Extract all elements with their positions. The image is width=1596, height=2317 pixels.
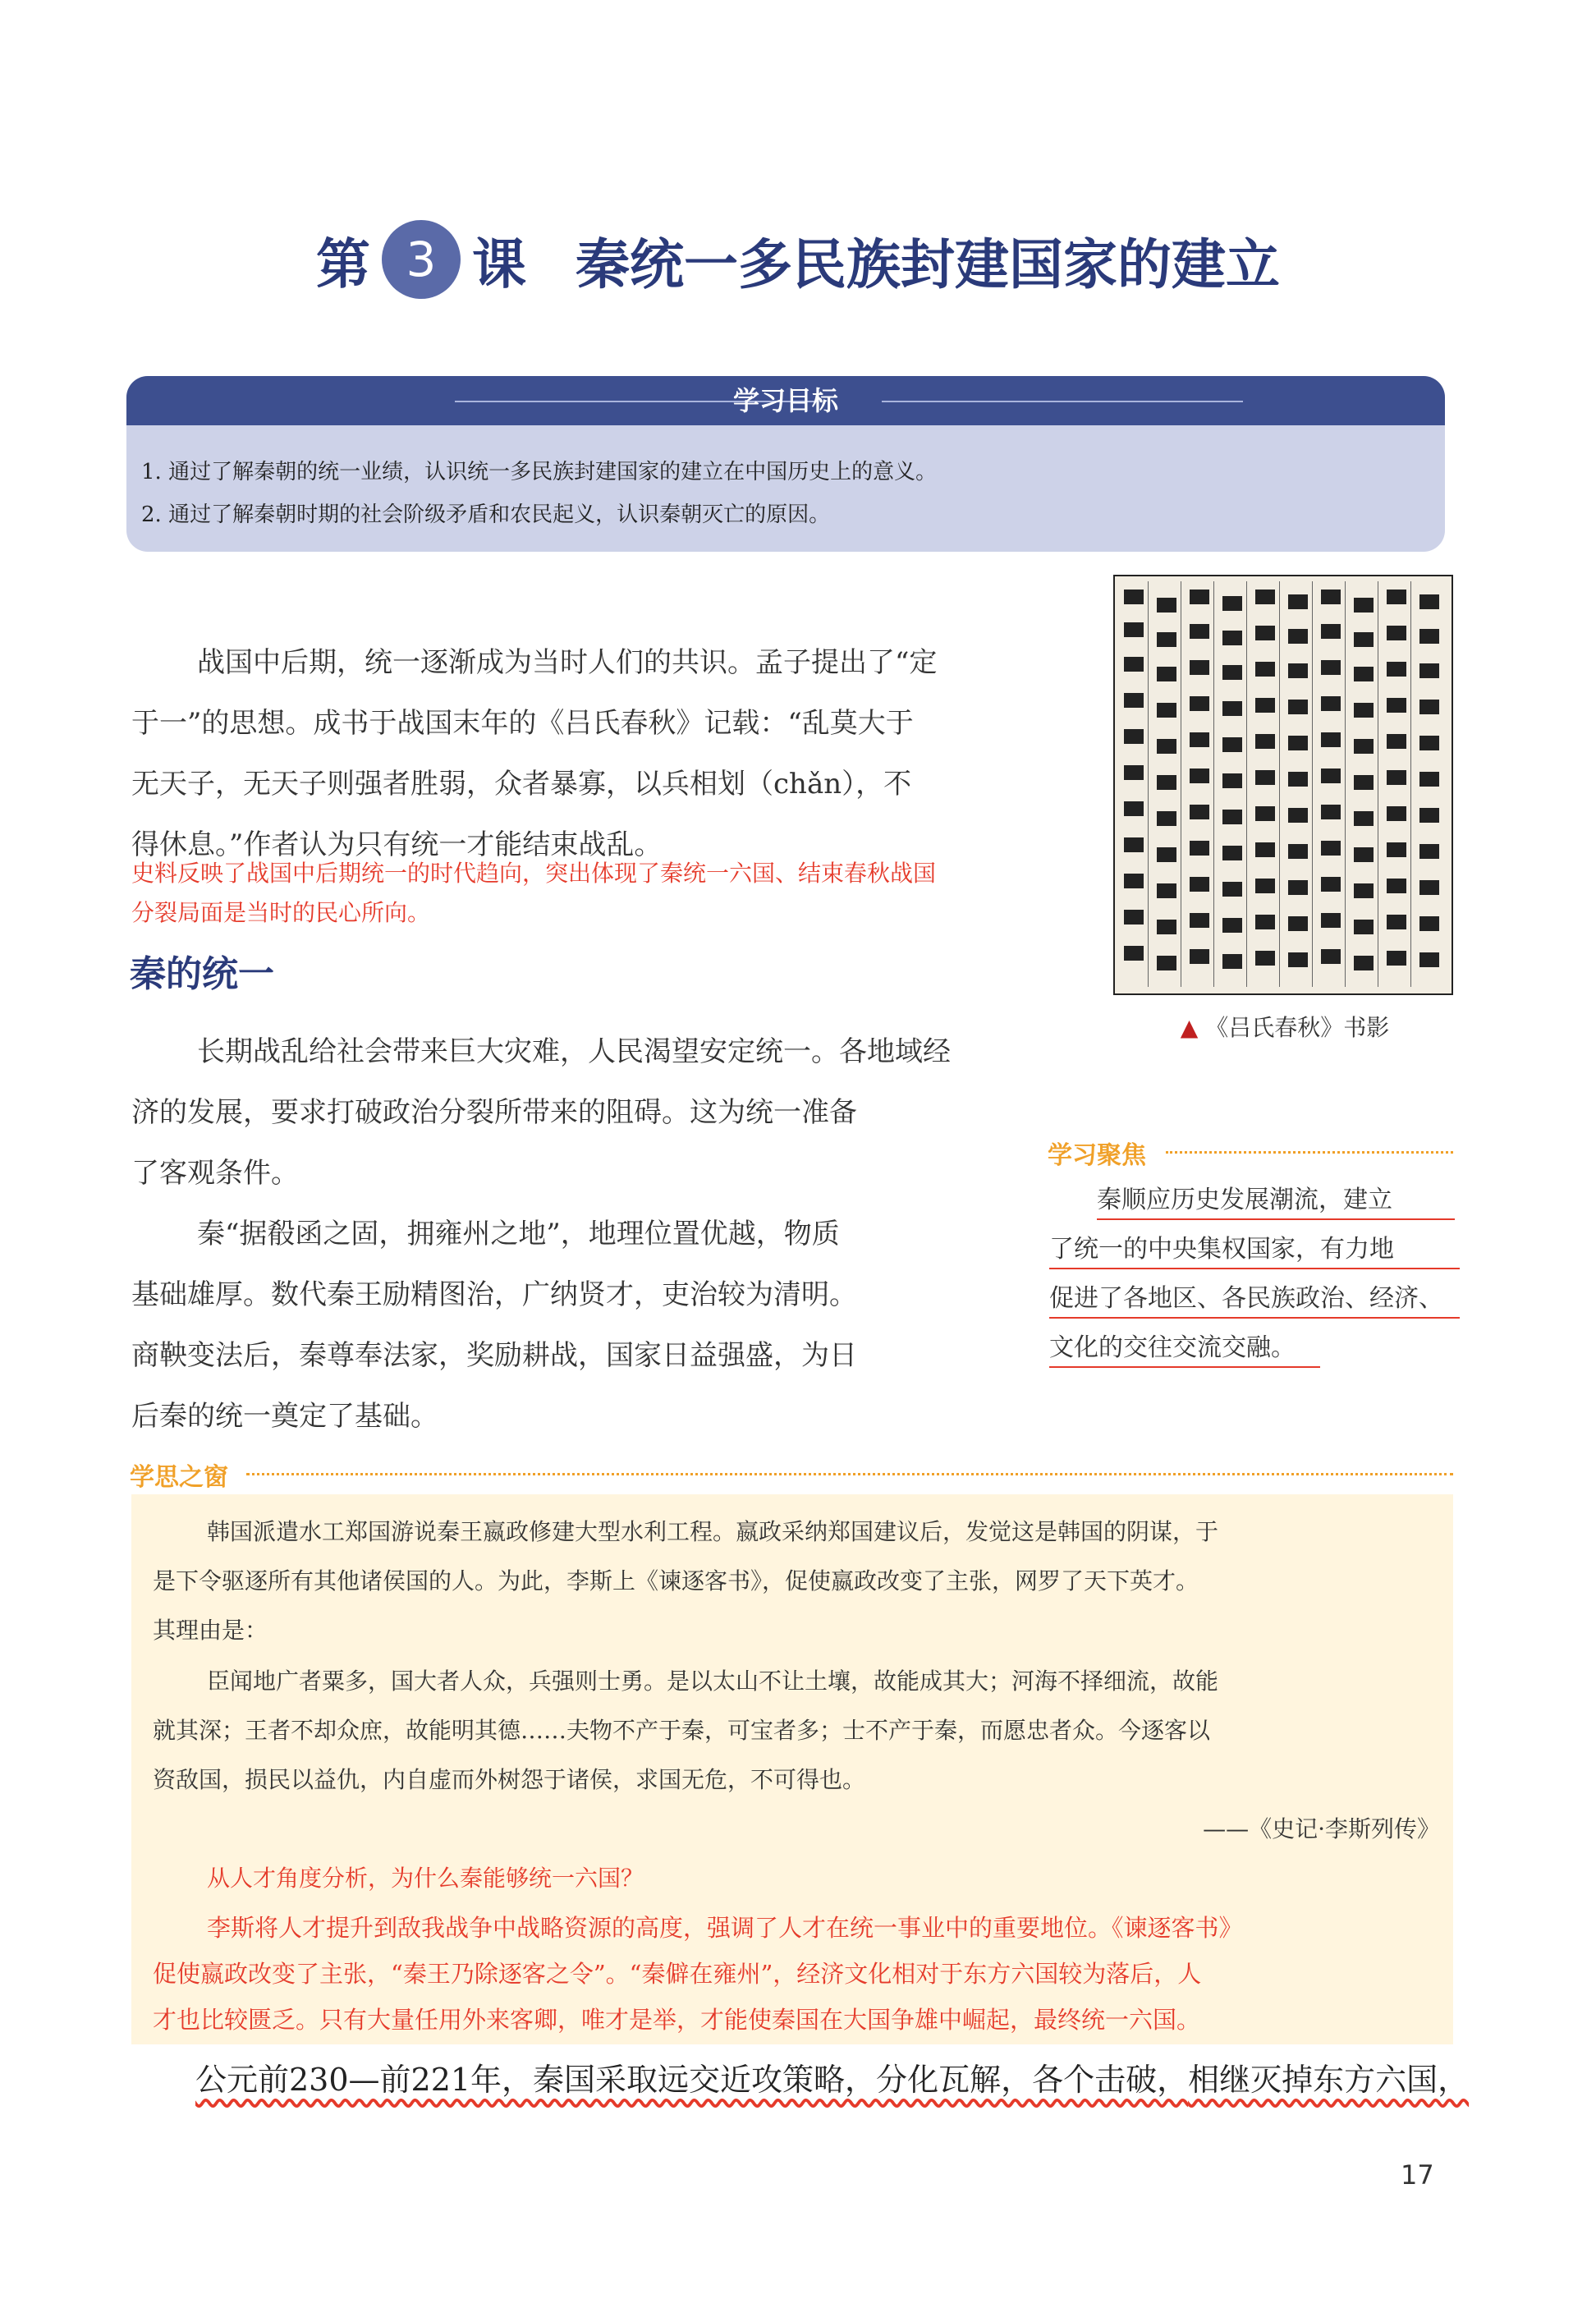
book-image-caption [1117,1010,1453,1043]
focus-line: 秦顺应历史发展潮流，建立 [1097,1179,1455,1220]
intro-line: 于一”的思想。成书于战国末年的《吕氏春秋》记载：“乱莫大于 [131,707,914,740]
thinking-intro-line: 韩国派遣水工郑国游说秦王嬴政修建大型水利工程。嬴政采纳郑国建议后，发觉这是韩国的阴谋，于 [207,1518,1219,1545]
thinking-window-label: 学思之窗 [130,1463,228,1492]
thinking-intro-line: 是下令驱逐所有其他诸侯国的人。为此，李斯上《谏逐客书》，促使嬴政改变了主张，网罗了天下英才。 [153,1567,1199,1594]
section-para1-line: 了客观条件。 [131,1157,299,1190]
section-para2-line: 后秦的统一奠定了基础。 [131,1400,438,1433]
thinking-quote-line: 就其深；王者不却众庶，故能明其德……夫物不产于秦，可宝者多；士不产于秦，而愿忠者众。今逐客以 [153,1717,1211,1744]
thinking-window-box [131,1494,1453,2044]
thinking-answer-line: 才也比较匮乏。只有大量任用外来客卿，唯才是举，才能使秦国在大国争雄中崛起，最终统一六国。 [153,2006,1201,2034]
section-para1-line: 长期战乱给社会带来巨大灾难，人民渴望安定统一。各地域经 [197,1035,951,1068]
bottom-paragraph-line [195,2054,1469,2099]
intro-note-line: 分裂局面是当时的民心所向。 [131,899,431,926]
objectives-box [126,376,1445,552]
thinking-source: ——《史记·李斯列传》 [1203,1815,1440,1842]
section-heading: 秦的统一 [130,953,274,995]
bottom-line-part2: 相继灭掉东方六国， [1188,2062,1470,2098]
caption-triangle-icon: ▲ [1180,1014,1199,1041]
objectives-header [126,376,1445,425]
section-para2-line: 商鞅变法后，秦尊奉法家，奖励耕战，国家日益强盛，为日 [131,1339,857,1372]
thinking-question: 从人才角度分析，为什么秦能够统一六国？ [207,1865,644,1892]
focus-line: 促进了各地区、各民族政治、经济、 [1049,1278,1460,1319]
focus-line: 了统一的中央集权国家，有力地 [1049,1228,1460,1269]
caption-text: 《吕氏春秋》书影 [1205,1014,1390,1041]
objectives-title: 学习目标 [732,385,838,416]
objective-item: 2. 通过了解秦朝时期的社会阶级矛盾和农民起义，认识秦朝灭亡的原因。 [141,502,831,527]
thinking-answer-line: 李斯将人才提升到敌我战争中战略资源的高度，强调了人才在统一事业中的重要地位。《谏逐客书》 [207,1914,1243,1942]
thinking-intro-line: 其理由是： [153,1617,268,1644]
section-para1-line: 济的发展，要求打破政治分裂所带来的阻碍。这为统一准备 [131,1096,857,1129]
intro-note-line: 史料反映了战国中后期统一的时代趋向，突出体现了秦统一六国、结束春秋战国 [131,860,937,887]
focus-dotted-rule [1166,1151,1453,1157]
bottom-line-part1: 公元前230—前221年，秦国采取远交近攻策略，分化瓦解，各个击破， [195,2062,1189,2098]
intro-line: 得休息。”作者认为只有统一才能结束战乱。 [131,828,663,861]
section-para2-line: 基础雄厚。数代秦王励精图治，广纳贤才，吏治较为清明。 [131,1278,857,1311]
lushi-chunqiu-book-image [1113,575,1453,995]
thinking-quote-line: 资敌国，损民以益仇，内自虚而外树怨于诸侯，求国无危，不可得也。 [153,1766,866,1793]
thinking-dotted-rule [246,1473,1453,1479]
intro-line: 无天子，无天子则强者胜弱，众者暴寡，以兵相划（chǎn），不 [131,768,912,801]
intro-line: 战国中后期，统一逐渐成为当时人们的共识。孟子提出了“定 [197,646,938,679]
lesson-number-badge: 3 [382,220,461,299]
thinking-answer-line: 促使嬴政改变了主张，“秦王乃除逐客之令”。“秦僻在雍州”，经济文化相对于东方六国较为落后，人 [153,1960,1202,1988]
thinking-quote-line: 臣闻地广者粟多，国大者人众，兵强则士勇。是以太山不让土壤，故能成其大；河海不择细流，故能 [207,1668,1219,1695]
lesson-word: 第 [316,232,370,296]
focus-line: 文化的交往交流交融。 [1049,1327,1320,1368]
section-para2-line: 秦“据殽函之固，拥雍州之地”，地理位置优越，物质 [197,1218,840,1250]
focus-label: 学习聚焦 [1048,1141,1146,1170]
objective-item: 1. 通过了解秦朝的统一业绩，认识统一多民族封建国家的建立在中国历史上的意义。 [141,460,938,484]
lesson-suffix: 课 [472,232,526,296]
lesson-name: 秦统一多民族封建国家的建立 [576,232,1280,296]
page-number: 17 [1401,2159,1434,2191]
lesson-title [0,220,1596,310]
